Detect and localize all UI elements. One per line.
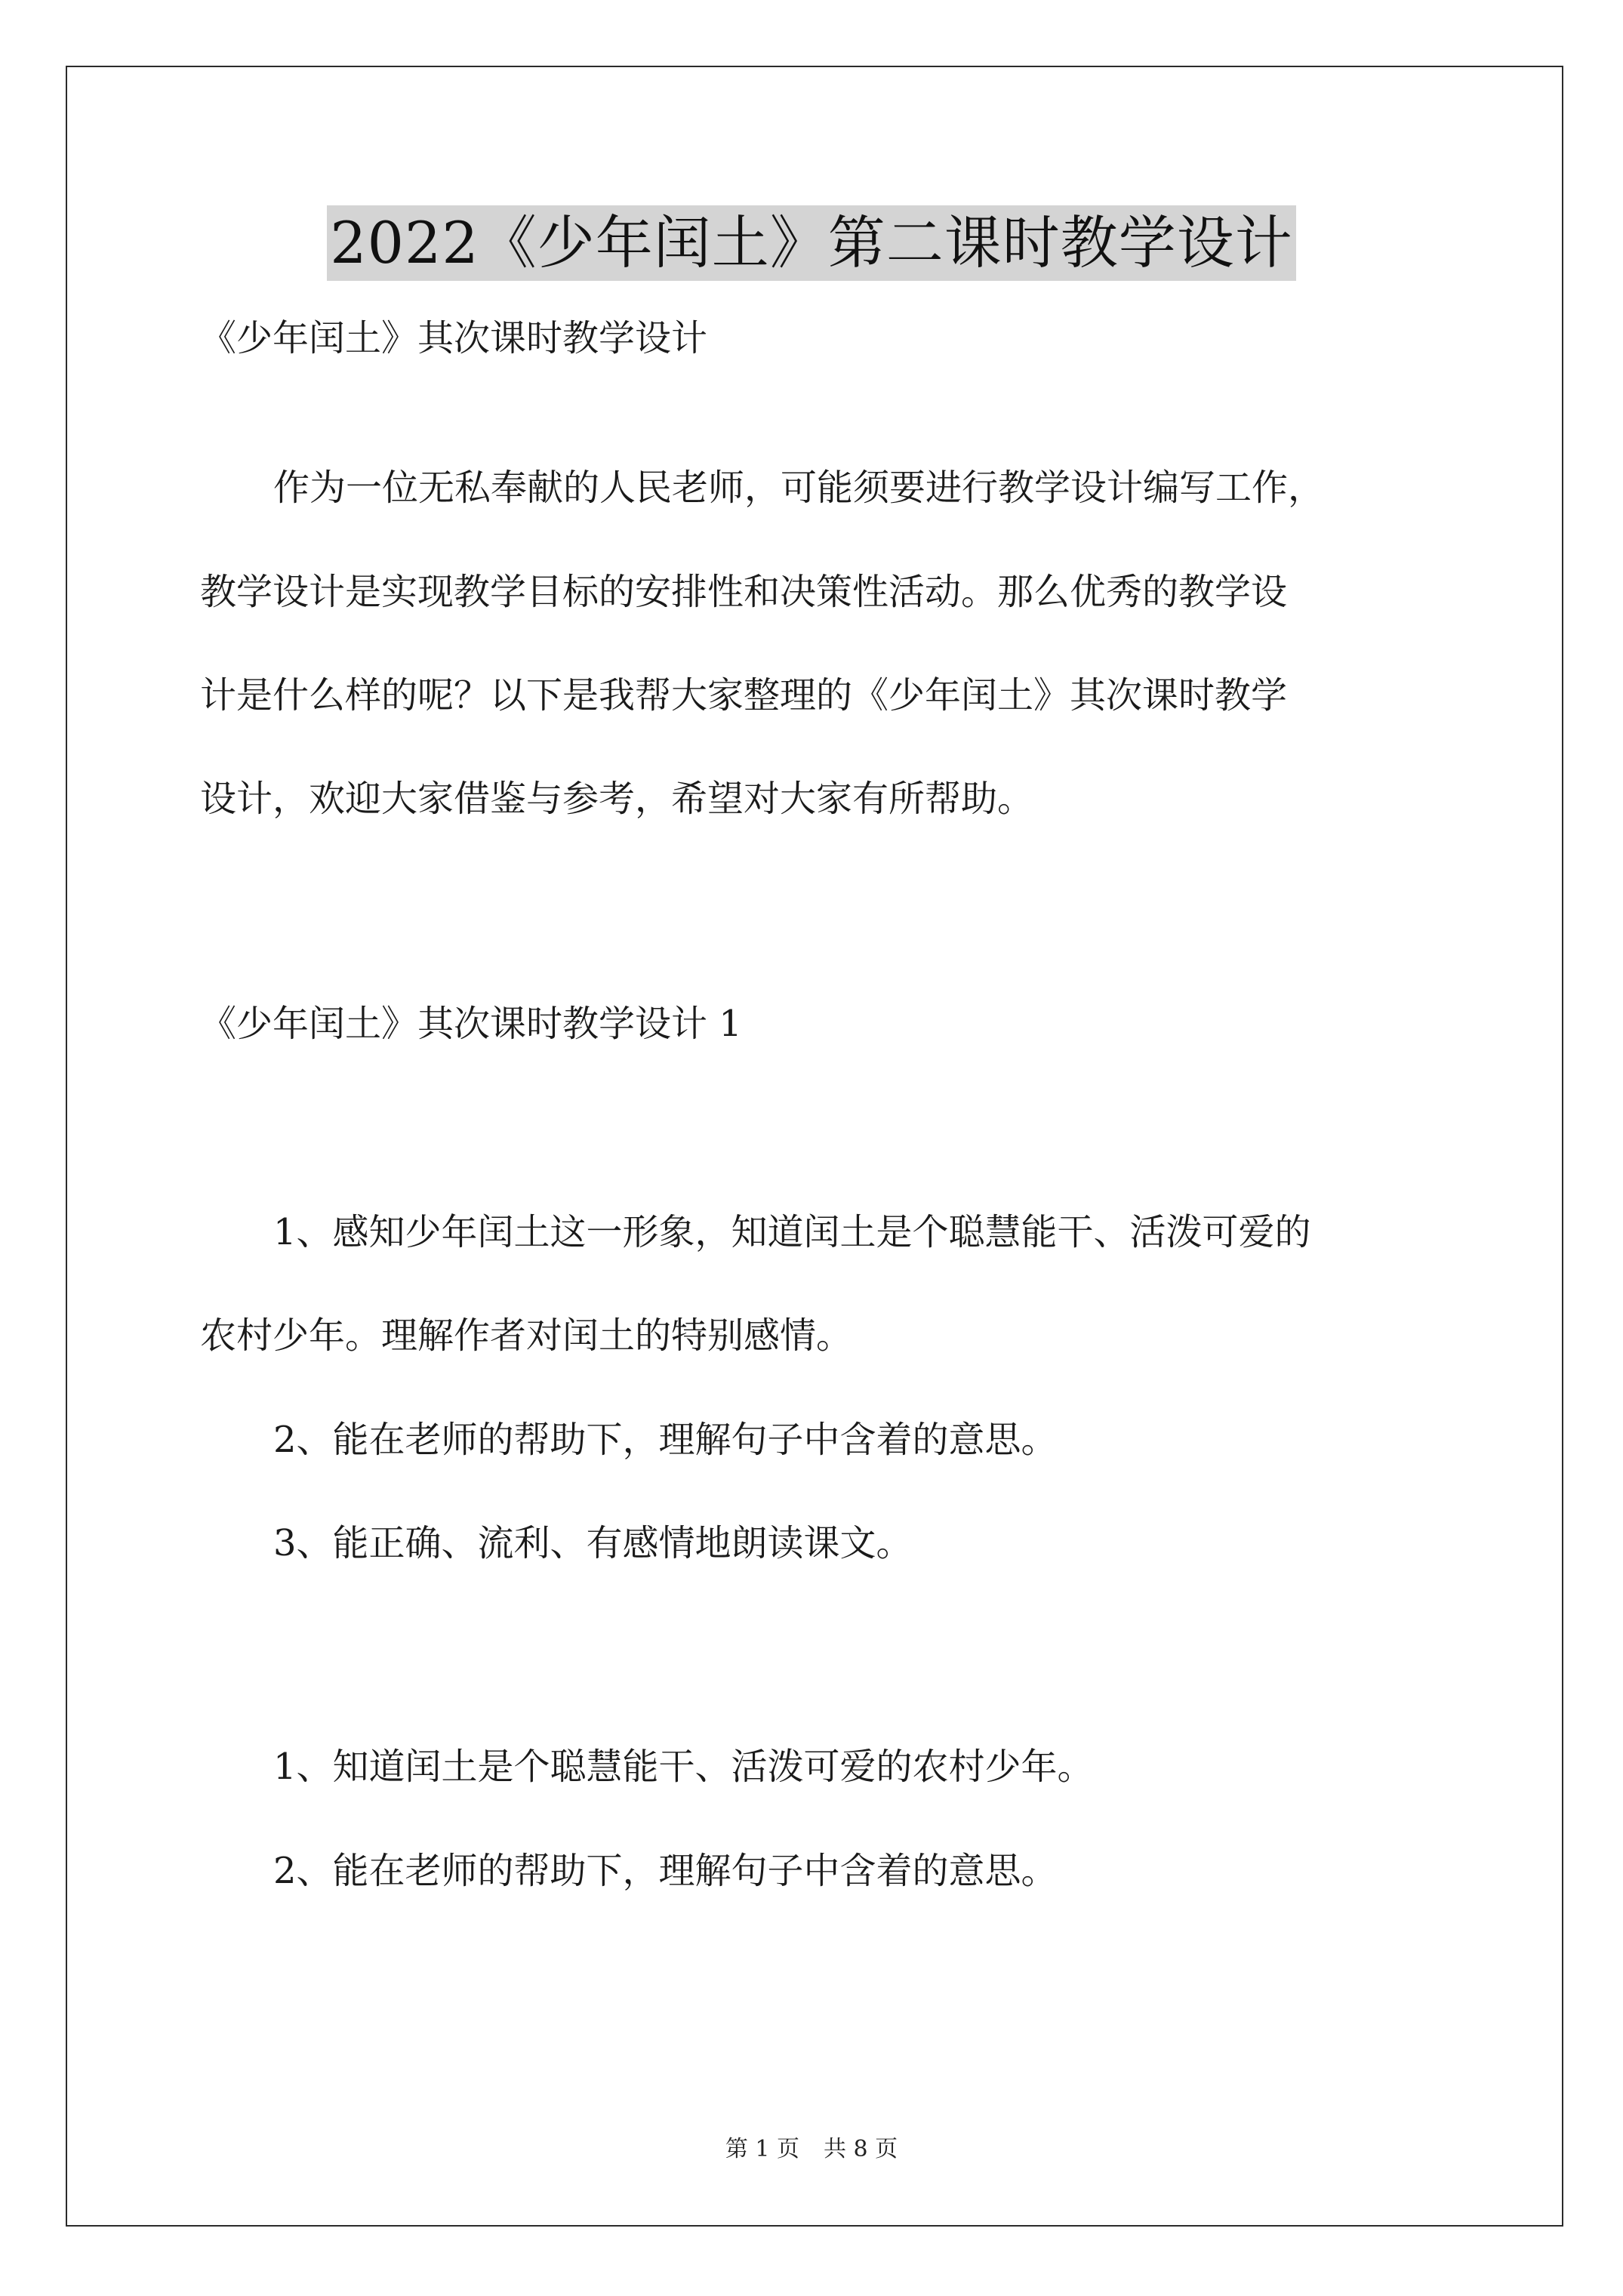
page-footer [0, 2134, 1623, 2165]
current-page-indicator: 第 1 页 [725, 2136, 799, 2162]
page-border [66, 66, 1563, 2227]
document-subtitle: 《少年闰土》其次课时教学设计 [200, 317, 708, 359]
key-point-line-2: 2、能在老师的帮助下，理解句子中含着的意思。 [273, 1850, 1058, 1892]
total-pages-indicator: 共 8 页 [824, 2136, 898, 2162]
intro-line-4: 设计，欢迎大家借鉴与参考，希望对大家有所帮助。 [200, 778, 1034, 820]
title-container [0, 205, 1623, 281]
goal-line-3: 2、能在老师的帮助下，理解句子中含着的意思。 [273, 1419, 1058, 1461]
intro-line-1: 作为一位无私奉献的人民老师，可能须要进行教学设计编写工作， [273, 467, 1325, 509]
goal-line-2: 农村少年。理解作者对闰土的特别感情。 [200, 1314, 853, 1357]
goal-line-1: 1、感知少年闰土这一形象，知道闰土是个聪慧能干、活泼可爱的 [273, 1211, 1311, 1253]
key-point-line-1: 1、知道闰土是个聪慧能干、活泼可爱的农村少年。 [273, 1746, 1094, 1788]
document-title: 2022《少年闰土》第二课时教学设计 [327, 205, 1295, 281]
intro-line-2: 教学设计是实现教学目标的安排性和决策性活动。那么优秀的教学设 [200, 571, 1288, 613]
section-heading: 《少年闰土》其次课时教学设计 1 [200, 1003, 742, 1045]
intro-line-3: 计是什么样的呢？以下是我帮大家整理的《少年闰土》其次课时教学 [200, 674, 1288, 717]
goal-line-4: 3、能正确、流利、有感情地朗读课文。 [273, 1522, 913, 1564]
